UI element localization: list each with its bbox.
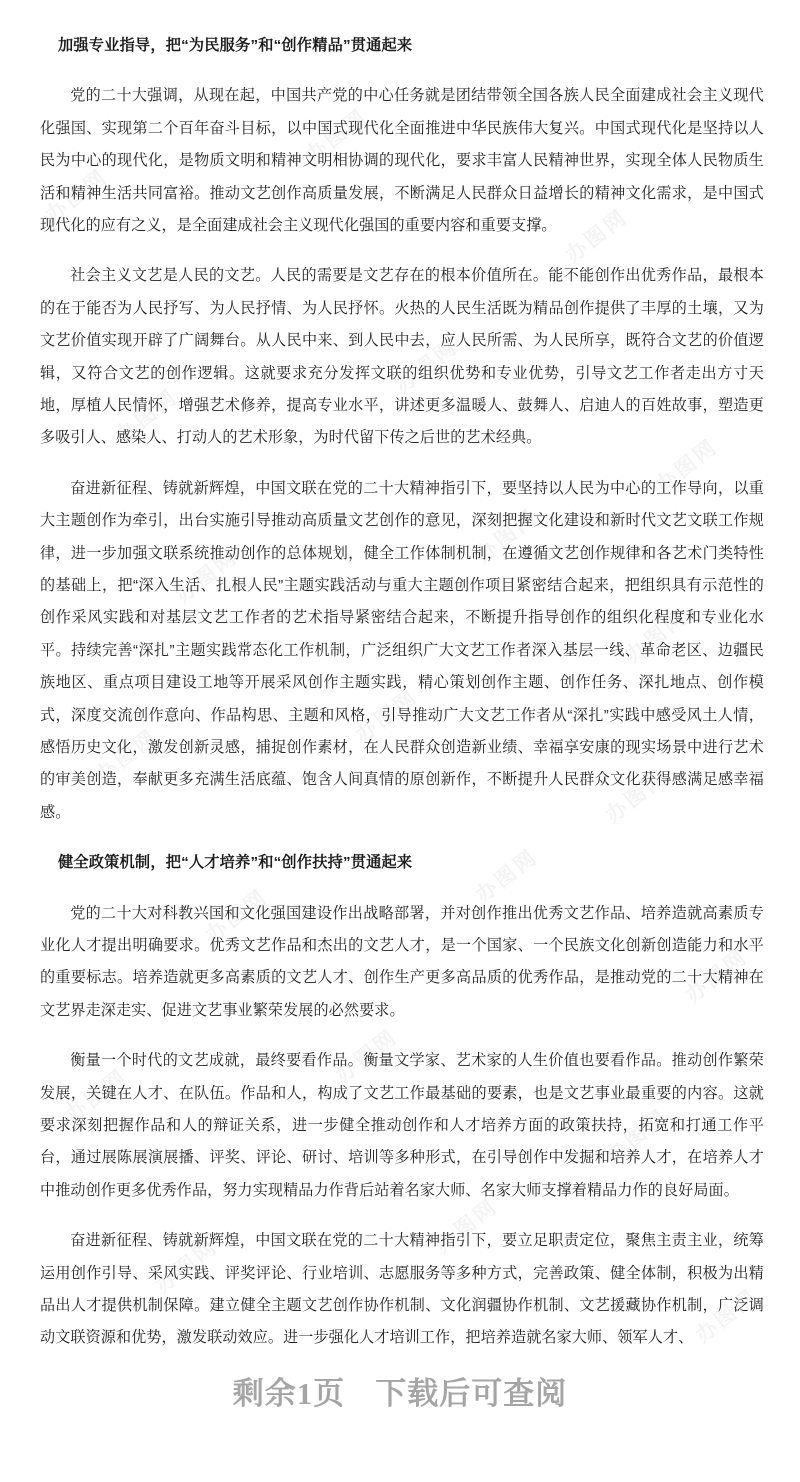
watermark-mark: 办图网 (90, 724, 163, 788)
paragraph: 奋进新征程、铸就新辉煌，中国文联在党的二十大精神指引下，要坚持以人民为中心的工作导向，以重大主题创作为牵引，出台实施引导推动高质量文艺创作的意见，深刻把握文化建设和新时代文艺文联工作规律，进一步加强文联系统推动创作的总体规划，健全工作体制机制，在遵循文艺创作规律和各艺术门类特性的基础上，把“深入生活、扎根人民”主题实践活动与重大主题创作项目紧密结合起来，把组织具有示范性的创作采风实践和对基层文艺工作者的艺术指导紧密结合起来，不断提升指导创作的组织化程度和专业化水平。持续完善“深扎”主题实践常态化工作机制，广泛组织广大文艺工作者深入基层一线、革命老区、边疆民族地区、重点项目建设工地等开展采风创作主题实践，精心策划创作主题、创作任务、深扎地点、创作模式，深度交流创作意向、作品构思、主题和风格，引导推动广大文艺工作者从“深扎”实践中感受风土人情，感悟历史文化，激发创新灵感，捕捉创作素材，在人民群众创造新业绩、幸福享安康的现实场景中进行艺术的审美创造，奉献更多充满生活底蕴、饱含人间真情的原创新作，不断提升人民群众文化获得感满足感幸福感。 (40, 479, 764, 821)
paragraph: 党的二十大强调，从现在起，中国共产党的中心任务就是团结带领全国各族人民全面建成社会主义现代化强国、实现第二个百年奋斗目标，以中国式现代化全面推进中华民族伟大复兴。中国式现代化是坚持以人民为中心的现代化，是物质文明和精神文明相协调的现代化，要求丰富人民精神世界，实现全体人民物质生活和精神生活共同富裕。推动文艺创作高质量发展，不断满足人民群众日益增长的精神文化需求，是中国式现代化的应有之义，是全面建成社会主义现代化强国的重要内容和重要支撑。 (40, 87, 764, 234)
watermark-mark: 办图网 (110, 384, 183, 448)
watermark-mark: 办图网 (200, 884, 273, 948)
spacer (40, 876, 764, 898)
watermark-mark: 办图网 (650, 434, 723, 498)
spacer (40, 455, 764, 473)
section-heading-1: 加强专业指导，把“为民服务”和“创作精品”贯通起来 (58, 37, 413, 54)
paragraph: 奋进新征程、铸就新辉煌，中国文联在党的二十大精神指引下，要立足职责定位，聚焦主责主业，统筹运用创作引导、采风实践、评奖评论、行业培训、志愿服务等多种方式，完善政策、健全体制，积极为出精品出人才提供机制保障。建立健全主题文艺创作协作机制、文化润疆协作机制、文艺援藏协作机制，广泛调动文联资源和优势，激发联动效应。进一步强化人才培训工作，把培养造就名家大师、领军人才、 (40, 1232, 764, 1347)
watermark-mark: 办图网 (470, 504, 543, 568)
watermark-mark: 办图网 (600, 764, 673, 828)
watermark-mark: 办图网 (150, 1234, 223, 1298)
watermark-mark: 办图网 (60, 1064, 133, 1128)
watermark-mark: 办图网 (390, 334, 463, 398)
watermark-mark: 办图网 (620, 604, 693, 668)
watermark-mark: 办图网 (330, 1024, 403, 1088)
spacer (40, 1027, 764, 1045)
watermark-mark: 办图网 (600, 1104, 673, 1168)
watermark-mark: 办图网 (680, 944, 753, 1008)
watermark-mark: 办图网 (40, 164, 113, 228)
spacer (40, 58, 764, 80)
watermark-mark: 办图网 (690, 1284, 763, 1348)
paragraph: 衡量一个时代的文艺成就，最终要看作品。衡量文学家、艺术家的人生价值也要看作品。推动创作繁荣发展，关键在人才、在队伍。作品和人，构成了文艺工作最基础的要素，也是文艺事业最重要的内容。这就要求深刻把握作品和人的辩证关系，进一步健全推动创作和人才培养方面的政策扶持，拓宽和打通工作平台，通过展陈展演展播、评奖、评论、研讨、培训等多种形式，在引导创作中发掘和培养人才，在培养人才中推动创作更多优秀作品，努力实现精品力作背后站着名家大师、名家大师支撑着精品力作的良好局面。 (40, 1052, 764, 1199)
watermark-mark: 办图网 (300, 104, 373, 168)
watermark-mark: 办图网 (560, 204, 633, 268)
spacer (40, 242, 764, 260)
watermark-mark: 办图网 (170, 544, 243, 608)
paragraph: 党的二十大对科教兴国和文化强国建设作出战略部署，并对创作推出优秀文艺作品、培养造就高素质专业化人才提出明确要求。优秀文艺作品和杰出的文艺人才，是一个国家、一个民族文化创新创造能力和水平的重要标志。培养造就更多高素质的文艺人才、创作生产更多高品质的优秀作品，是推动党的二十大精神在文艺界走深走实、促进文艺事业繁荣发展的必然要求。 (40, 904, 764, 1019)
watermark-mark: 办图网 (470, 844, 543, 908)
section-heading-2: 健全政策机制，把“人才培养”和“创作扶持”贯通起来 (58, 854, 413, 872)
watermark-mark: 办图网 (350, 684, 423, 748)
paragraph: 社会主义文艺是人民的文艺。人民的需要是文艺存在的根本价值所在。能不能创作出优秀作品，最根本的在于能否为人民抒写、为人民抒情、为人民抒怀。火热的人民生活既为精品创作提供了丰厚的土壤，又为文艺价值实现开辟了广阔舞台。从人民中来、到人民中去，应人民所需、为人民所享，既符合文艺的价值逻辑，又符合文艺的创作逻辑。这就要求充分发挥文联的组织优势和专业优势，引导文艺工作者走出方寸天地，厚植人民情怀，增强艺术修养，提高专业水平，讲述更多温暖人、鼓舞人、启迪人的百姓故事，塑造更多吸引人、感染人、打动人的艺术形象，为时代留下传之后世的艺术经典。 (40, 267, 764, 447)
remaining-pages-label: 剩余1页 (232, 1376, 346, 1411)
page-truncation-notice (0, 1368, 800, 1413)
watermark-mark: 办图网 (430, 1194, 503, 1258)
spacer (40, 1207, 764, 1225)
download-hint-label[interactable]: 下载后可查阅 (375, 1376, 568, 1411)
